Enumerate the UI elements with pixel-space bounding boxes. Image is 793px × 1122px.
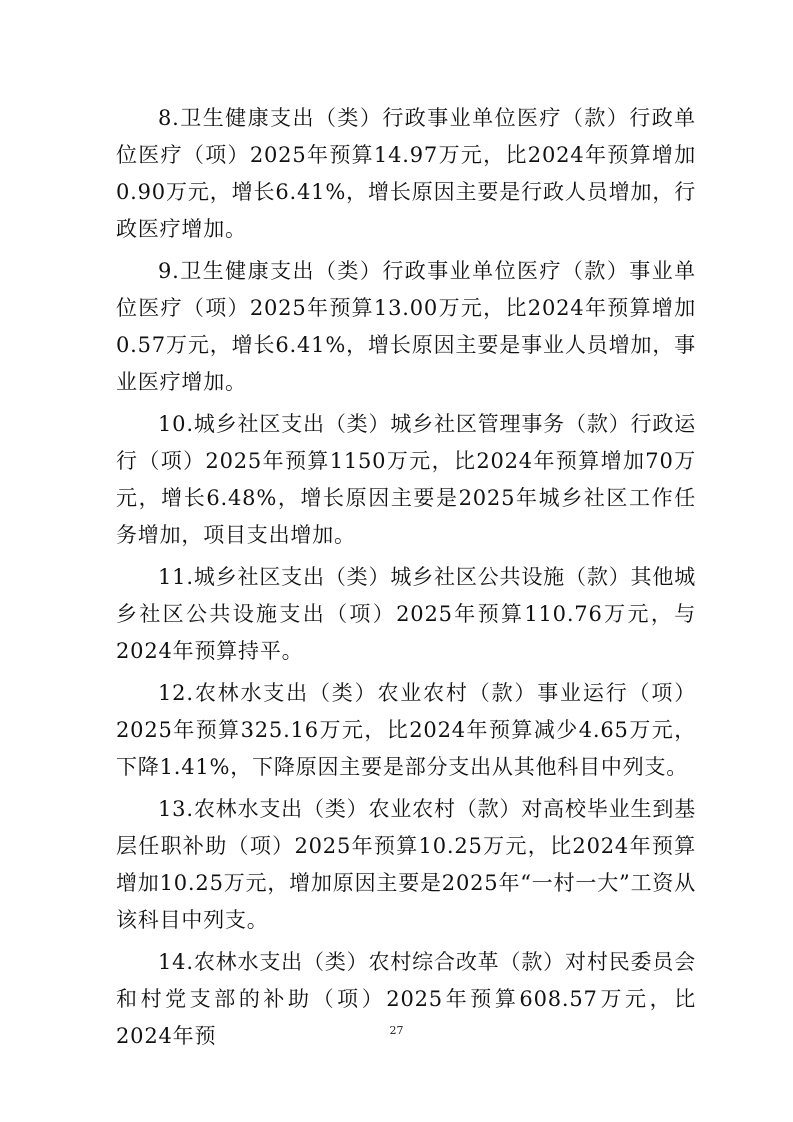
- document-body: [116, 100, 696, 1060]
- paragraph-item-10: 10.城乡社区支出（类）城乡社区管理事务（款）行政运行（项）2025年预算1150万元，比2024年预算增加70万元，增长6.48%，增长原因主要是2025年城乡社区工作任务增加，项目支出增加。: [116, 412, 696, 547]
- paragraph-item-11: 11.城乡社区支出（类）城乡社区公共设施（款）其他城乡社区公共设施支出（项）2025年预算110.76万元，与2024年预算持平。: [116, 565, 696, 663]
- page-number: 27: [389, 1024, 404, 1037]
- paragraph-item-8: 8.卫生健康支出（类）行政事业单位医疗（款）行政单位医疗（项）2025年预算14.97万元，比2024年预算增加0.90万元，增长6.41%，增长原因主要是行政人员增加，行政医疗增加。: [116, 106, 696, 241]
- paragraph-item-13: 13.农林水支出（类）农业农村（款）对高校毕业生到基层任职补助（项）2025年预算10.25万元，比2024年预算增加10.25万元，增加原因主要是2025年“一村一大”工资从该科目中列支。: [116, 797, 696, 932]
- paragraph-item-14: 14.农林水支出（类）农村综合改革（款）对村民委员会和村党支部的补助（项）2025年预算608.57万元，比2024年预: [116, 950, 696, 1048]
- paragraph-item-9: 9.卫生健康支出（类）行政事业单位医疗（款）事业单位医疗（项）2025年预算13.00万元，比2024年预算增加0.57万元，增长6.41%，增长原因主要是事业人员增加，事业医疗增加。: [116, 259, 696, 394]
- paragraph-item-12: 12.农林水支出（类）农业农村（款）事业运行（项）2025年预算325.16万元，比2024年预算减少4.65万元，下降1.41%，下降原因主要是部分支出从其他科目中列支。: [116, 681, 696, 779]
